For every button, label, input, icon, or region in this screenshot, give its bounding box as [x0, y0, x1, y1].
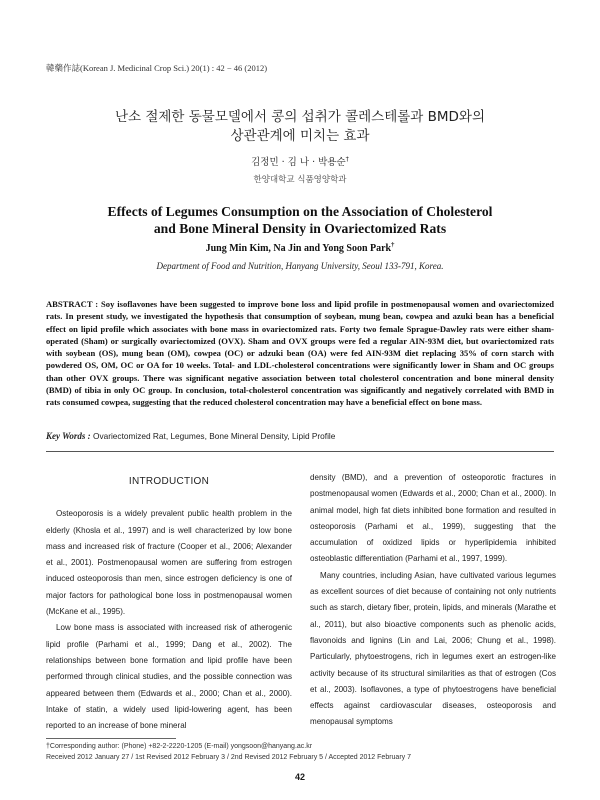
corresponding-mark: † [345, 154, 349, 163]
korean-affiliation: 한양대학교 식품영양학과 [253, 175, 347, 185]
page-number: 42 [294, 772, 305, 782]
abstract [46, 298, 554, 409]
received-dates-line: Received 2012 January 27 / 1st Revised 2012 February 3 / 2nd Revised 2012 February 5 / Accepted 2012 February 7 [46, 754, 411, 761]
keywords-label: Key Words : [46, 431, 91, 441]
english-authors [0, 243, 600, 254]
korean-authors [0, 154, 600, 168]
body-paragraph: Many countries, including Asian, have cultivated various legumes as excellent sources of diet because of containing not only nutrients such as starch, dietary fiber, protein, lipids, and minerals (Marathe et al., 2011), but also bioactive components such as phenolic acids, flavonoids and lignins (Lin and Lai, 2006; Chung et al., 1998). Particularly, phytoestrogens, rich in legumes exert an estrogen-like activity because of its structural similarities as that of estrogen (Cos et al., 2003). Isoflavones, a type of phytoestrogens have beneficial effects against cardiovascular diseases, osteoporosis and menopausal symptoms [310, 570, 556, 727]
journal-citation: 韓藥作誌(Korean J. Medicinal Crop Sci.) 20(1) : 42 − 46 (2012) [46, 63, 268, 73]
keywords [46, 431, 554, 441]
footnote [46, 741, 411, 763]
abstract-label: ABSTRACT : [46, 299, 99, 309]
section-divider [46, 451, 554, 452]
corresponding-mark: † [391, 241, 395, 249]
body-column-left [46, 470, 292, 734]
corresponding-author-line: †Corresponding author: (Phone) +82-2-2220-1205 (E-mail) yongsoon@hanyang.ac.kr [46, 743, 313, 750]
body-paragraph: density (BMD), and a prevention of osteoporotic fractures in postmenopausal women (Edwards et al., 2000; Chan et al., 2000). In animal model, high fat diets inhibited bone formation and resulted in osteoporosis (Parhami et al., 1999), suggesting that the accumulation of oxidized lipids or hyperlipidemia inhibited osteoblastic differentiation (Parhami et al., 1997, 1999). [310, 473, 556, 564]
english-affiliation: Department of Food and Nutrition, Hanyang University, Seoul 133-791, Korea. [156, 261, 444, 271]
english-title [0, 203, 600, 237]
korean-title-line-1: 난소 절제한 동물모델에서 콩의 섭취가 콜레스테롤과 BMD와의 [114, 109, 486, 125]
body-paragraph: Low bone mass is associated with increased risk of atherogenic lipid profile (Parhami et al., 1999; Dang et al., 2002). The relationships between bone formation and lipid profile have been performed through clinical studies, and the possible connection was appeared between them (Edwards et al., 2000; Chan et al., 2000). Intake of statin, a widely used lipid-lowering agent, has been reported to an increase of bone mineral [46, 623, 292, 731]
english-author-names: Jung Min Kim, Na Jin and Yong Soon Park [205, 243, 392, 254]
body-column-right [310, 470, 556, 731]
abstract-text: Soy isoflavones have been suggested to improve bone loss and lipid profile in postmenopausal women and ovariectomized rats. In present study, we investigated the hypothesis that consumption of soybean, mung bean, cowpea and azuki bean has a beneficial effect on lipid profile which associates with bone mass in ovariectomized rats. Forty two female Sprague-Dawley rats were either sham-operated (Sham) or surgically ovariectomized (OVX). Sham and OVX groups were fed a regular AIN-93M diet, but ovariectomized rats with soybean (OS), mung bean (OM), cowpea (OC) or adzuki bean (OA) were fed AIN-93M diet replacing 35% of corn starch with powdered OS, OM, OC or OA for 10 weeks. Total- and LDL-cholesterol concentrations were significantly lower in Sham and OC groups than other OVX groups. There was significant negative association between total cholesterol concentration and bone mineral density (BMD) of tibia in only OC group. In conclusion, total-cholesterol concentration was significantly and negatively correlated with BMD in rats consumed cowpea, suggesting that the reduced cholesterol concentration may have a beneficial effect on bone mass. [46, 299, 555, 408]
korean-title-line-2: 상관관계에 미치는 효과 [230, 128, 370, 144]
english-title-line-1: Effects of Legumes Consumption on the Association of Cholesterol [107, 204, 493, 219]
body-paragraph: Osteoporosis is a widely prevalent public health problem in the elderly (Khosla et al., 1997) and is well characterized by low bone mass and increased risk of fracture (Cooper et al., 2006; Alexander et al., 2001). Postmenopausal women are suffering from estrogen induced osteoporosis than men, since estrogen deficiency is one of major factors for pathological bone loss in postmenopausal women (McKane et al., 1995). [46, 509, 292, 617]
korean-title [0, 108, 600, 146]
section-heading: INTRODUCTION [128, 476, 210, 487]
english-title-line-2: and Bone Mineral Density in Ovariectomized Rats [153, 221, 447, 236]
footnote-divider [46, 738, 176, 739]
keywords-text: Ovariectomized Rat, Legumes, Bone Mineral Density, Lipid Profile [92, 431, 336, 441]
korean-author-names: 김정민 · 김 나 · 박용순 [251, 157, 346, 168]
